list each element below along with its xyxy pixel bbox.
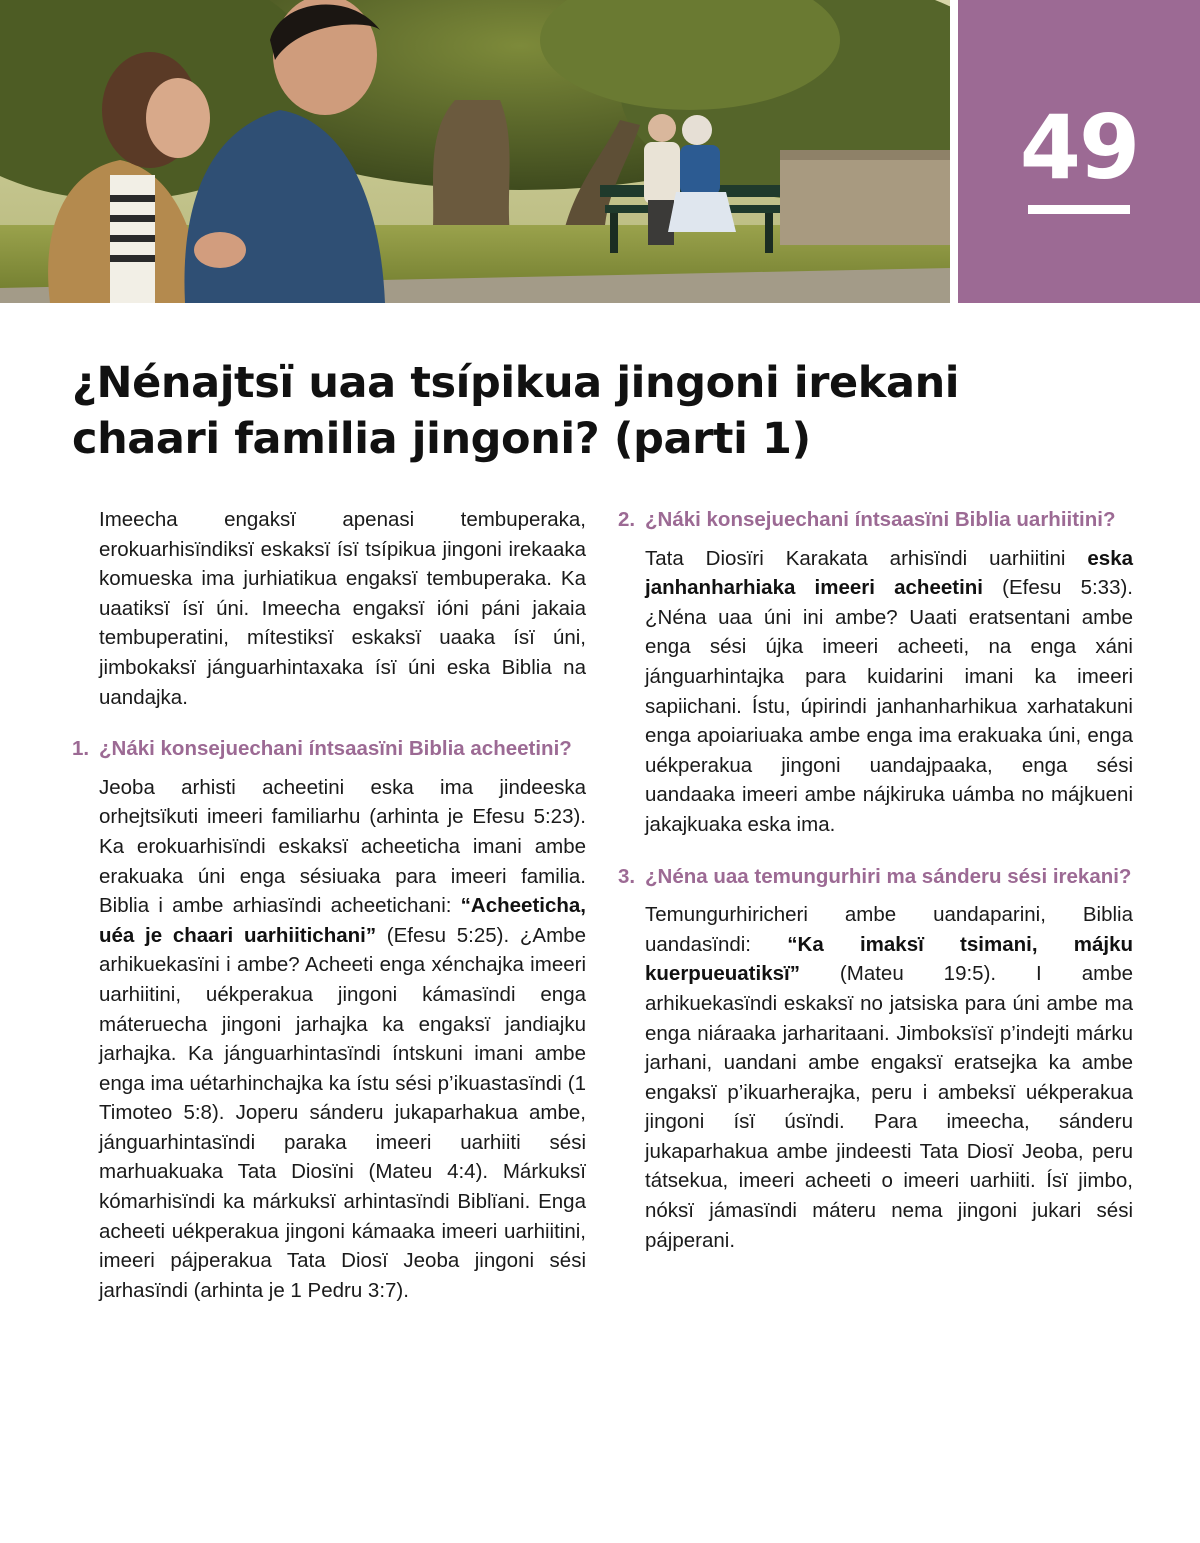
page-title-line-1: ¿Nénajtsï uaa tsípikua jingoni irekani xyxy=(72,358,960,408)
question-1-answer-part-2: (Efesu 5:25). ¿Ambe arhikuekasïni i ambe? Acheeti enga xénchajka imeeri uarhiitini, uékperakua jingoni kámasïndi enga máteruecha jingoni jarhajka ka engaksï jandiajku jarhajka. Ka jánguarhintasïndi íntskuni imani ambe enga ima uétarhinchajka ka ístu sési p’ikuastasïndi (1 Timoteo 5:8). Joperu sánderu jukaparhakua ambe, jánguarhintasïndi paraka imeeri uarhiiti sési marhuakuaka Tata Diosïni (Mateu 4:4). Márkuksï kómarhisïndi ka márkuksï arhintasïndi Biblïani. Enga acheeti uékperakua jingoni kámaaka imeeri uarhiitini, imeeri pájperakua Tata Diosï Jeoba jingoni sési jarhasïndi (arhinta je 1 Pedru 3:7). xyxy=(99,923,586,1302)
question-2-answer-part-2: (Efesu 5:33). ¿Néna uaa úni ini ambe? Uaati eratsentani ambe enga sési újka imeeri acheeti, na enga xáni jánguarhintajka para kuidarini imani ka imeeri sapiichani. Ístu, úpirindi janhanharhikua xarhatakuni enga apoiariuaka ambe enga ima erakuaka úni, enga uékperakua jingoni uandajpaaka, enga sési uandaaka imeeri ambe nájkiruka uámba no májkueni jakajkuaka eska ima. xyxy=(645,576,1134,836)
header-photo xyxy=(0,0,950,303)
page-title xyxy=(72,355,1132,467)
question-2-number: 2. xyxy=(618,508,636,531)
question-3-text: ¿Néna uaa temungurhiri ma sánderu sési irekani? xyxy=(645,864,1132,888)
question-3-number: 3. xyxy=(618,864,636,888)
question-2-emphasis: eska janhanharhiaka imeeri acheetini xyxy=(645,546,1133,600)
question-3-scripture-quote: “Ka imaksï tsimani, májku kuerpueuatiksï” xyxy=(645,932,1134,986)
question-1-number: 1. xyxy=(72,737,90,761)
page-title-line-2: chaari familia jingoni? (parti 1) xyxy=(72,414,811,464)
question-3-answer-part-2: (Mateu 19:5). I ambe arhikuekasïndi eskaksï no jatsiska para úni ambe ma enga niáraaka jarharitaani. Jimboksïsï p’indejti márku jarhani, uandani ambe engaksï eratsejka ka ambe engaksï p’ikuarherajka, peru i ambeksï uékperakua jingoni ísï úsïndi. Para imeecha, sánderu jukaparhakua ambe jindeesti Tata Diosï Jeoba, peru tátsekua, imeeri acheeti o imeeri uarhiiti. Ísï jimbo, nóksï jámasïndi máteru nema jingoni jukari sési pájperani. xyxy=(645,962,1133,1252)
lesson-number-underline xyxy=(1028,205,1130,214)
question-3-answer-part-1: Temungurhiricheri ambe uandaparini, Biblia uandasïndi: xyxy=(645,903,1133,956)
question-2-heading xyxy=(618,505,1133,535)
right-column xyxy=(618,505,1133,1255)
question-1-heading xyxy=(72,734,586,764)
question-2-text: ¿Náki konsejuechani íntsaasïni Biblia uarhiitini? xyxy=(645,508,1116,531)
question-2-answer-part-1: Tata Diosïri Karakata arhisïndi uarhiitini xyxy=(645,546,1088,570)
question-3-answer xyxy=(618,900,1133,1255)
lesson-number: 49 xyxy=(1019,96,1139,199)
intro-paragraph: Imeecha engaksï apenasi tembuperaka, erokuarhisïndiksï eskaksï ísï tsípikua jingoni irekaaka komueska ima jurhiatikua engaksï tembuperaka. Ka uaatiksï ísï úni. Imeecha engaksï ióni páni jakaia tembuperatini, mítestiksï eskaksï uaaka ísï úni, jimbokaksï jánguarhintaxaka ísï úni eska Biblia na uandajka. xyxy=(99,508,586,709)
lesson-number-block xyxy=(958,0,1200,303)
question-1-scripture-quote: “Acheeticha, uéa je chaari uarhiitichani” xyxy=(99,894,586,947)
question-2-answer xyxy=(618,544,1133,840)
question-1-answer-part-1: Jeoba arhisti acheetini eska ima jindeeska orhejtsïkuti imeeri familiarhu (arhinta je Efesu 5:23). Ka erokuarhisïndi eskaksï acheeticha imani ambe erakuaka úni enga sésiuaka para imeeri familia. Biblia i ambe arhiasïndi acheetichani: xyxy=(99,775,586,918)
left-column xyxy=(72,505,586,1305)
question-1-answer xyxy=(72,773,586,1306)
question-3-heading xyxy=(618,862,1133,892)
park-couple-illustration xyxy=(0,0,950,303)
question-1-text: ¿Náki konsejuechani íntsaasïni Biblia acheetini? xyxy=(99,737,572,761)
